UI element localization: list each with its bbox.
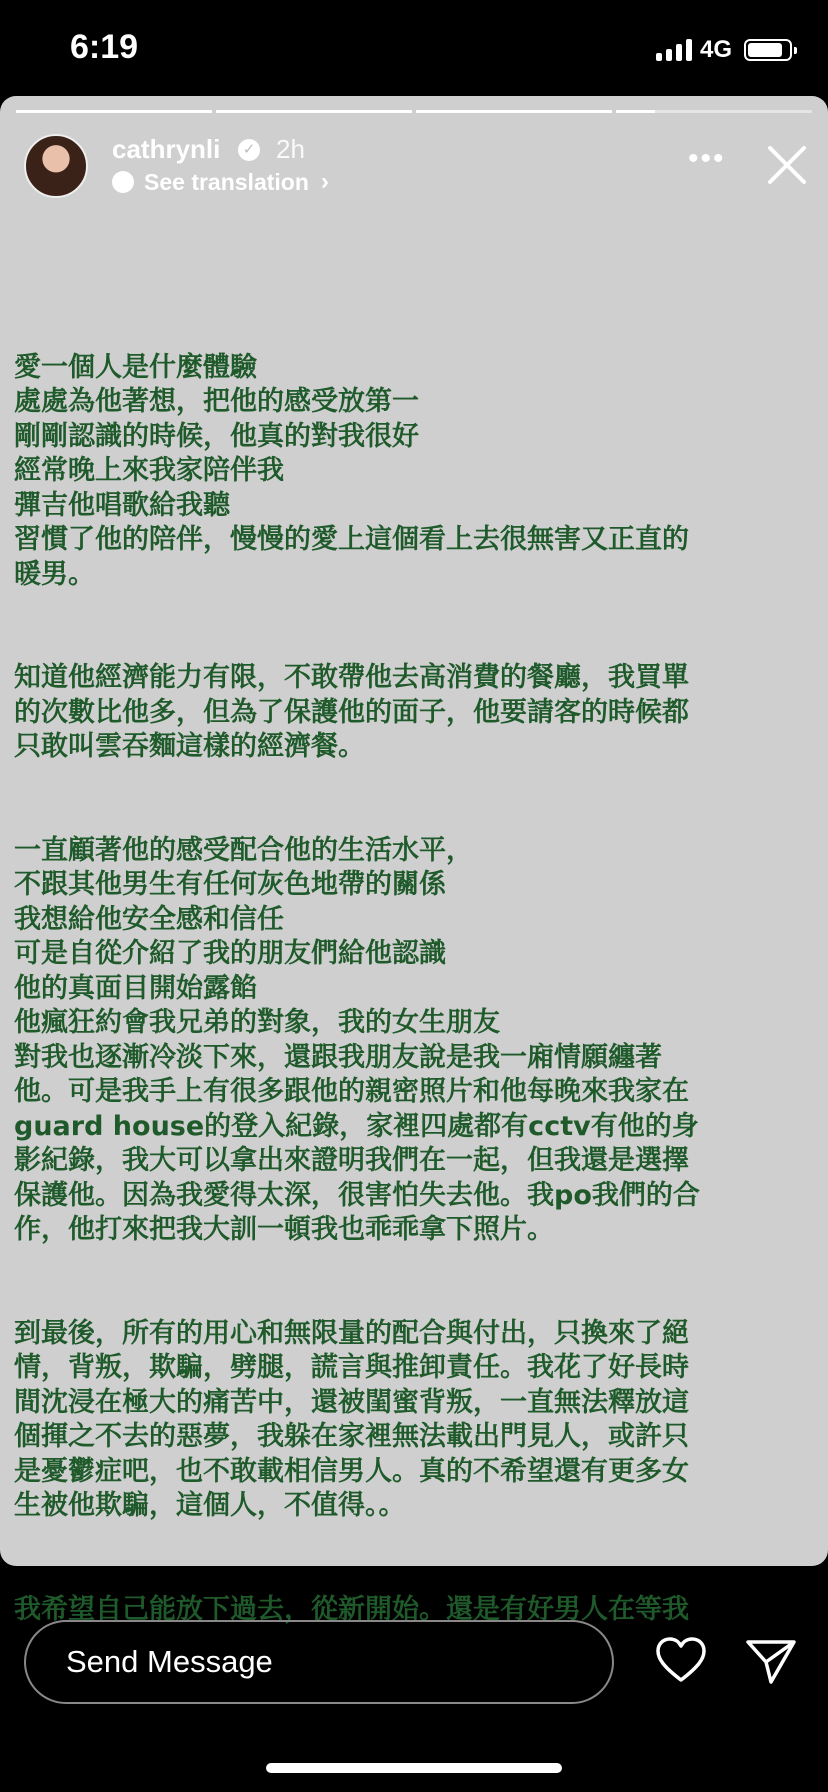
story-progress-segment [16,110,212,113]
story-progress-segment [416,110,612,113]
home-indicator[interactable] [266,1763,562,1773]
verified-badge-icon: ✓ [238,139,260,161]
heart-icon[interactable] [654,1634,708,1688]
avatar[interactable] [24,134,88,198]
cellular-signal-icon [656,39,692,61]
status-bar [0,0,828,96]
see-translation-label: See translation [144,168,309,195]
status-indicators [656,36,792,64]
story-paragraph: 到最後，所有的用心和無限量的配合與付出，只換來了絕 情，背叛，欺騙，劈腿，謊言與推卸責任。我花了好長時 間沈浸在極大的痛苦中，還被閨蜜背叛，一直無法釋放這 個揮之不去的惡夢，我躲在家裡無法載出門見人，或許只 是憂鬱症吧，也不敢載相信男人。真的不希望還有更多女 生被他欺騙，這個人，不值得。。 [14,1317,689,1521]
see-translation-button[interactable] [112,168,329,196]
username[interactable]: cathrynli [112,134,221,164]
story-progress-segment [616,110,812,113]
story-card[interactable] [0,96,828,1625]
send-message-input[interactable] [24,1620,614,1704]
close-icon[interactable] [764,142,810,188]
story-paragraph: 愛一個人是什麼體驗 處處為他著想，把他的感受放第一 剛剛認識的時候，他真的對我很好 經常晚上來我家陪伴我 彈吉他唱歌給我聽 習慣了他的陪伴，慢慢的愛上這個看上去很無害又正直的 暖男。 [14,351,689,590]
paper-plane-icon[interactable] [744,1634,798,1688]
story-text [14,316,814,1696]
story-paragraph: 我希望自己能放下過去，從新開始。還是有好男人在等我 [14,1593,689,1625]
translate-bubble-icon [112,171,134,193]
more-icon[interactable]: ••• [688,142,726,175]
reply-bar [0,1596,828,1706]
battery-icon [744,39,792,61]
story-progress-bar [16,110,812,113]
chevron-right-icon: › [320,168,329,195]
status-time: 6:19 [70,28,139,66]
post-time: 2h [276,134,305,164]
story-progress-segment [216,110,412,113]
story-paragraph: 知道他經濟能力有限，不敢帶他去高消費的餐廳，我買單 的次數比他多，但為了保護他的面子，他要請客的時候都 只敢叫雲吞麵這樣的經濟餐。 [14,662,689,762]
network-type: 4G [699,36,732,63]
story-paragraph: 一直顧著他的感受配合他的生活水平， 不跟其他男生有任何灰色地帶的關係 我想給他安全感和信任 可是自從介紹了我的朋友們給他認識 他的真面目開始露餡 他瘋狂約會我兄弟的對象，我的女生朋友 對我也逐漸冷淡下來，還跟我朋友說是我一廂情願纏著 他。可是我手上有很多跟他的親密照片和他每晚來我家在 guard house的登入紀錄，家裡四處都有cctv有他的身 影紀錄，我大可以拿出來證明我們在一起，但我還是選擇 保護他。因為我愛得太深，很害怕失去他。我po我們的合 作，他打來把我大訓一頓我也乖乖拿下照片。 [14,834,700,1245]
